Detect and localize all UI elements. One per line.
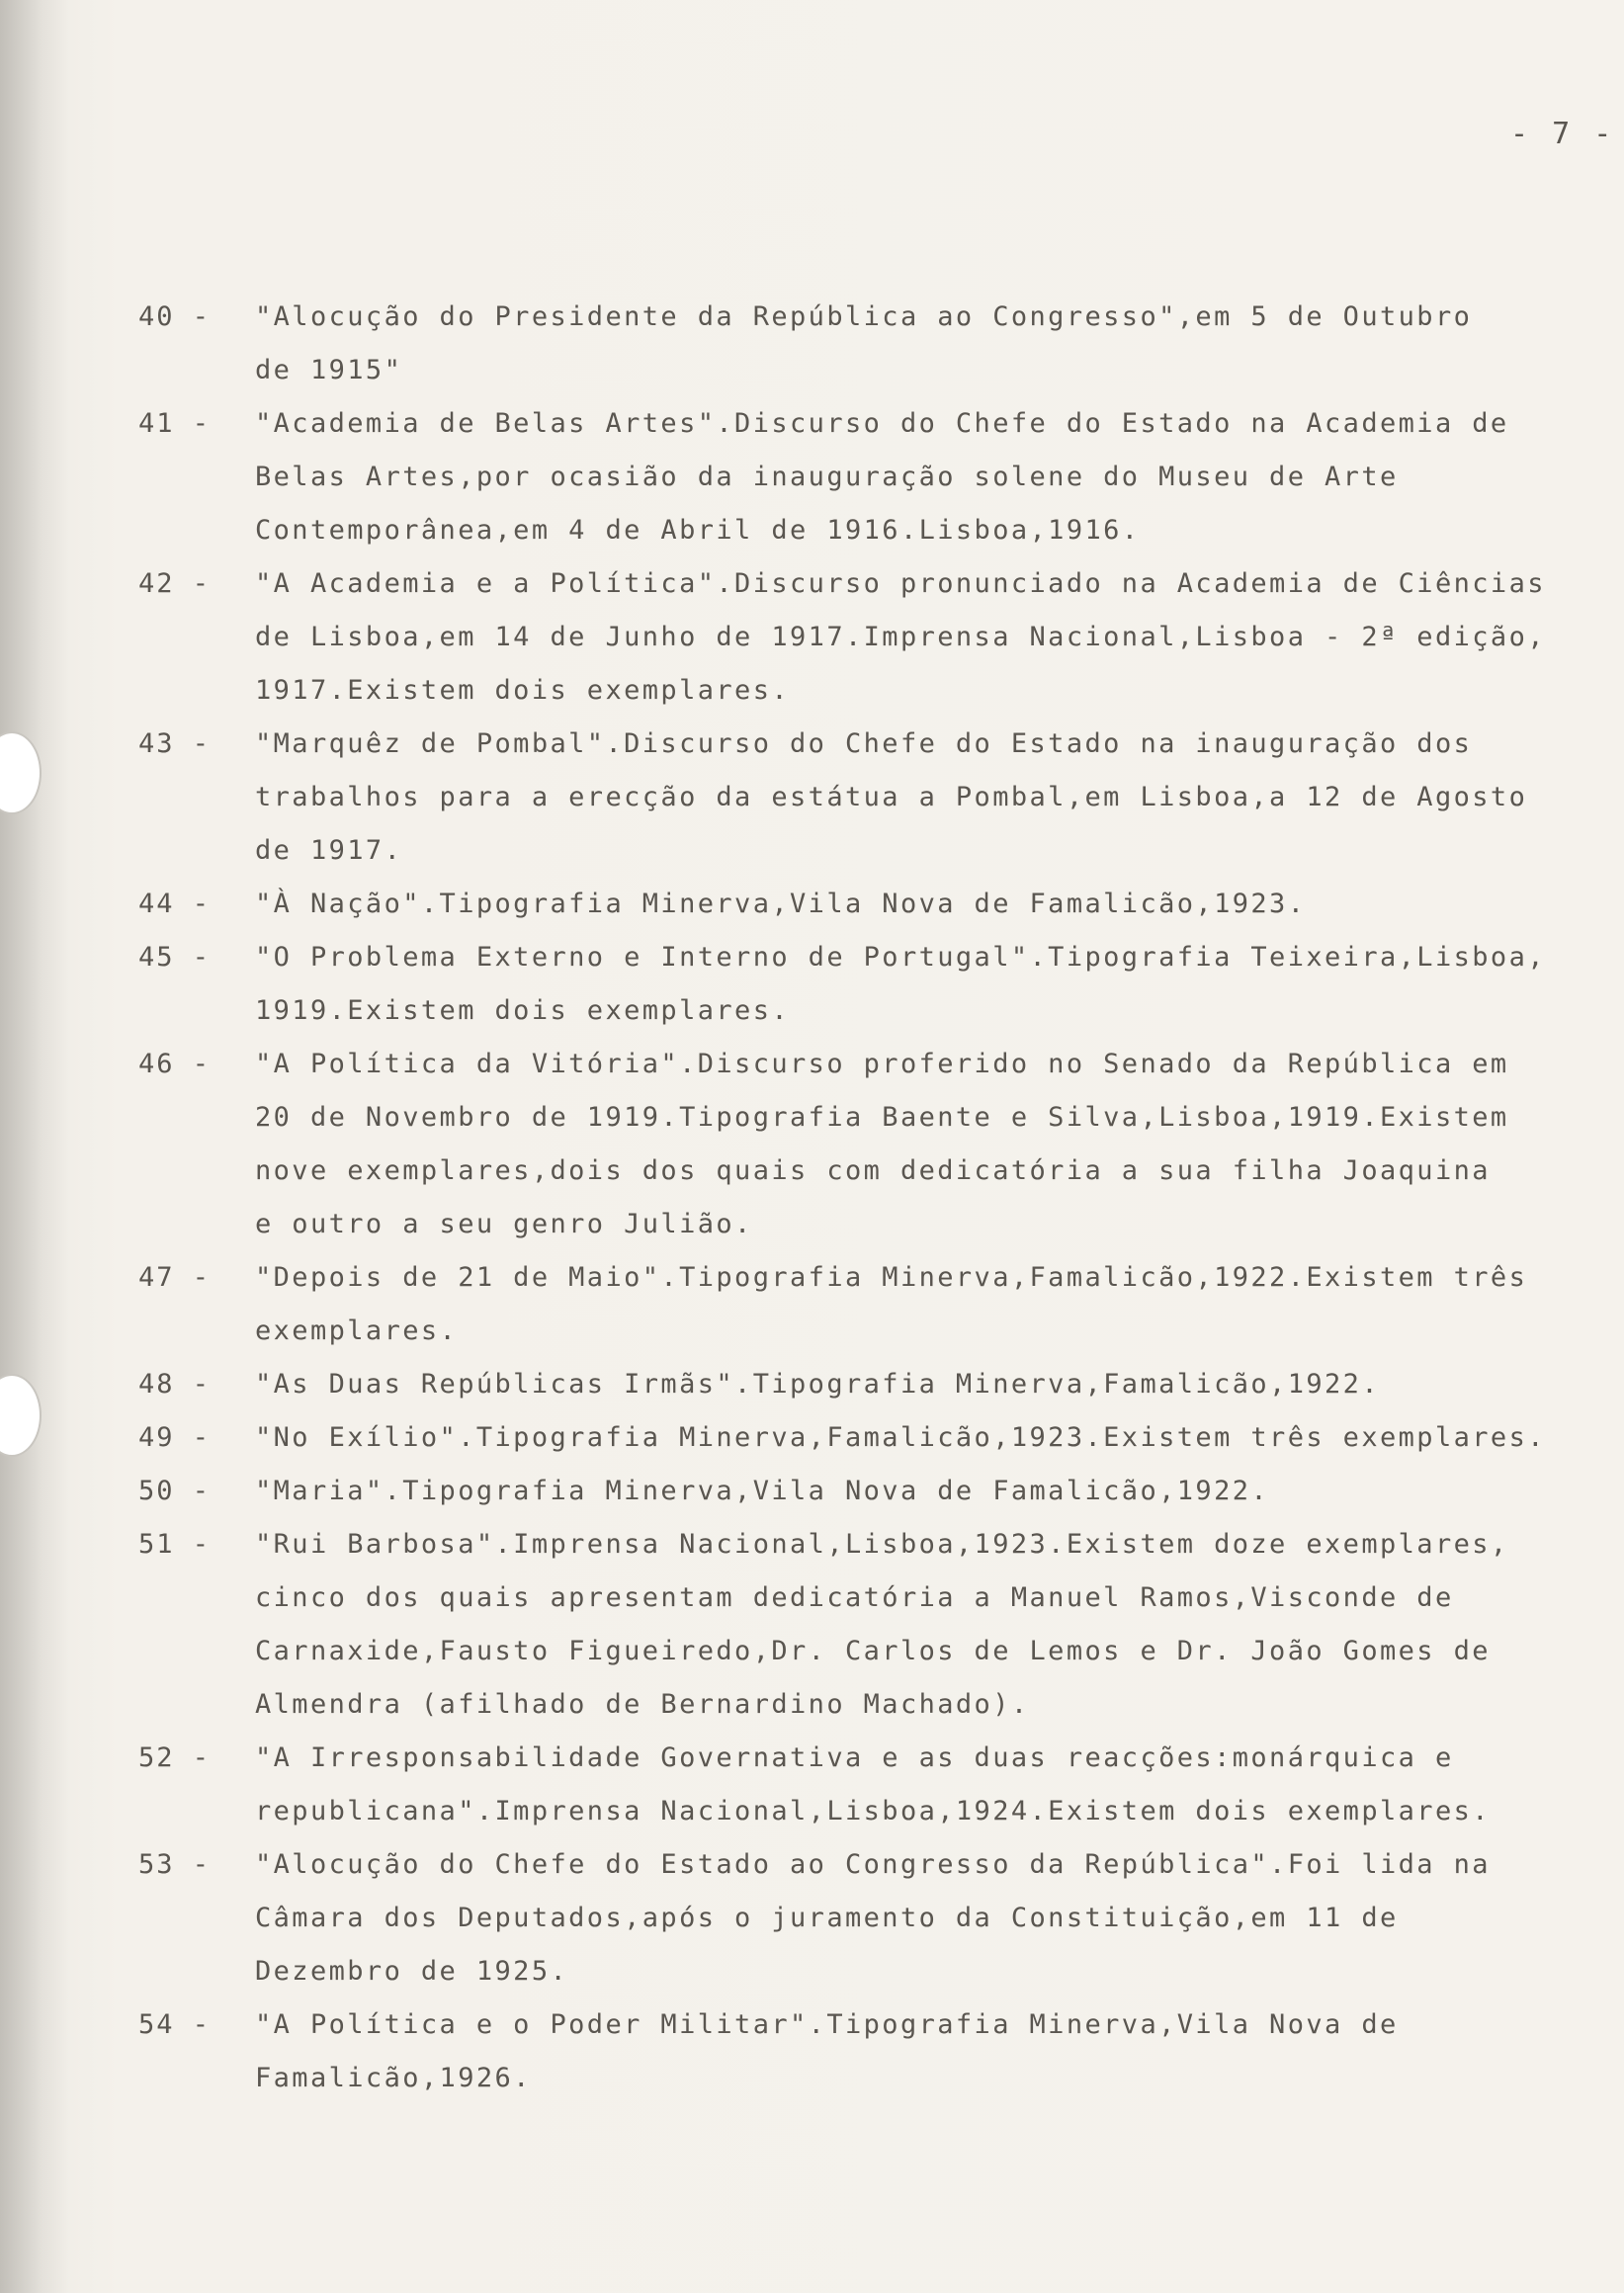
bibliography-entry — [138, 1251, 1601, 1358]
entry-text-line: "Marquêz de Pombal".Discurso do Chefe do Estado na inauguração dos — [255, 728, 1473, 759]
entry-number — [138, 1838, 247, 1892]
entry-number-text: 50 - — [138, 1476, 212, 1506]
entry-number — [138, 878, 247, 931]
entry-number — [138, 1998, 247, 2052]
entry-number — [138, 1358, 247, 1411]
bibliography-entry — [138, 291, 1601, 397]
entry-text-line: Carnaxide,Fausto Figueiredo,Dr. Carlos de Lemos e Dr. João Gomes de — [255, 1636, 1491, 1666]
entry-text-line: republicana".Imprensa Nacional,Lisboa,1924.Existem dois exemplares. — [255, 1796, 1491, 1826]
entry-number-text: 44 - — [138, 889, 212, 919]
entry-number-text: 49 - — [138, 1422, 212, 1453]
entry-text-line: nove exemplares,dois dos quais com dedicatória a sua filha Joaquina — [255, 1155, 1491, 1186]
entry-text-line: trabalhos para a erecção da estátua a Pombal,em Lisboa,a 12 de Agosto — [255, 782, 1528, 812]
bibliography-entry — [138, 1465, 1601, 1518]
entry-text-line: de Lisboa,em 14 de Junho de 1917.Imprensa Nacional,Lisboa - 2ª edição, — [255, 622, 1546, 652]
entry-number-text: 43 - — [138, 728, 212, 759]
entry-text-line: 1917.Existem dois exemplares. — [255, 675, 791, 706]
entry-text-line: "Rui Barbosa".Imprensa Nacional,Lisboa,1923.Existem doze exemplares, — [255, 1529, 1509, 1560]
entry-text-line: "A Política da Vitória".Discurso proferido no Senado da República em — [255, 1049, 1509, 1079]
entry-text-line: "Maria".Tipografia Minerva,Vila Nova de Famalicão,1922. — [255, 1476, 1270, 1506]
bibliography-entry — [138, 931, 1601, 1038]
entry-number-text: 53 - — [138, 1849, 212, 1880]
bibliography-entry — [138, 1411, 1601, 1465]
entry-number — [138, 397, 247, 451]
bibliography-entry — [138, 557, 1601, 718]
entry-text-line: "O Problema Externo e Interno de Portugal".Tipografia Teixeira,Lisboa, — [255, 942, 1546, 973]
entry-text-line: "Alocução do Chefe do Estado ao Congresso da República".Foi lida na — [255, 1849, 1491, 1880]
bibliography-entry — [138, 1518, 1601, 1732]
entry-number — [138, 1465, 247, 1518]
bibliography-entry — [138, 1998, 1601, 2105]
entry-text-line: "A Política e o Poder Militar".Tipografia Minerva,Vila Nova de — [255, 2009, 1399, 2040]
entry-number-text: 51 - — [138, 1529, 212, 1560]
binding-edge-shadow — [0, 0, 69, 2293]
entry-text-line: "Academia de Belas Artes".Discurso do Chefe do Estado na Academia de — [255, 408, 1509, 439]
entry-text-line: Contemporânea,em 4 de Abril de 1916.Lisboa,1916. — [255, 515, 1141, 546]
entry-text-line: "No Exílio".Tipografia Minerva,Famalicão,1923.Existem três exemplares. — [255, 1422, 1546, 1453]
entry-text-line: de 1917. — [255, 835, 403, 866]
entry-number — [138, 1251, 247, 1305]
bibliography-entry — [138, 718, 1601, 878]
entry-text-line: "Alocução do Presidente da República ao Congresso",em 5 de Outubro — [255, 301, 1473, 332]
entry-number — [138, 1518, 247, 1571]
entry-text-line: cinco dos quais apresentam dedicatória a Manuel Ramos,Visconde de — [255, 1582, 1454, 1613]
entry-number — [138, 1732, 247, 1785]
entry-number-text: 46 - — [138, 1049, 212, 1079]
bibliography-entry — [138, 1732, 1601, 1838]
entry-text-line: exemplares. — [255, 1316, 459, 1346]
page-number: - 7 - — [1510, 117, 1615, 151]
entry-text-line: "As Duas Repúblicas Irmãs".Tipografia Minerva,Famalicão,1922. — [255, 1369, 1380, 1400]
bibliography-entry — [138, 1038, 1601, 1251]
bibliography-entry — [138, 397, 1601, 557]
entry-text-line: Câmara dos Deputados,após o juramento da Constituição,em 11 de — [255, 1903, 1399, 1933]
entry-number — [138, 718, 247, 771]
entry-text-line: Famalicão,1926. — [255, 2063, 532, 2093]
entry-number-text: 45 - — [138, 942, 212, 973]
entry-text-line: "A Academia e a Política".Discurso pronunciado na Academia de Ciências — [255, 568, 1546, 599]
entry-number — [138, 1411, 247, 1465]
bibliography-entry — [138, 878, 1601, 931]
entry-number — [138, 1038, 247, 1091]
entry-number-text: 47 - — [138, 1262, 212, 1293]
entry-text-line: de 1915" — [255, 355, 403, 385]
bibliography-entry — [138, 1838, 1601, 1998]
bibliography-list — [138, 291, 1601, 2105]
entry-number-text: 42 - — [138, 568, 212, 599]
entry-text-line: Dezembro de 1925. — [255, 1956, 569, 1987]
entry-number-text: 54 - — [138, 2009, 212, 2040]
entry-number-text: 52 - — [138, 1742, 212, 1773]
entry-text-line: 20 de Novembro de 1919.Tipografia Baente e Silva,Lisboa,1919.Existem — [255, 1102, 1509, 1133]
entry-number-text: 41 - — [138, 408, 212, 439]
entry-number — [138, 557, 247, 611]
bibliography-entry — [138, 1358, 1601, 1411]
entry-text-line: Almendra (afilhado de Bernardino Machado). — [255, 1689, 1030, 1720]
entry-text-line: 1919.Existem dois exemplares. — [255, 995, 791, 1026]
entry-text-line: "Depois de 21 de Maio".Tipografia Minerva,Famalicão,1922.Existem três — [255, 1262, 1528, 1293]
entry-number-text: 40 - — [138, 301, 212, 332]
entry-number — [138, 931, 247, 984]
entry-text-line: e outro a seu genro Julião. — [255, 1209, 753, 1239]
entry-text-line: "À Nação".Tipografia Minerva,Vila Nova de Famalicão,1923. — [255, 889, 1307, 919]
entry-number-text: 48 - — [138, 1369, 212, 1400]
entry-text-line: "A Irresponsabilidade Governativa e as duas reacções:monárquica e — [255, 1742, 1454, 1773]
entry-number — [138, 291, 247, 344]
entry-text-line: Belas Artes,por ocasião da inauguração solene do Museu de Arte — [255, 462, 1399, 492]
